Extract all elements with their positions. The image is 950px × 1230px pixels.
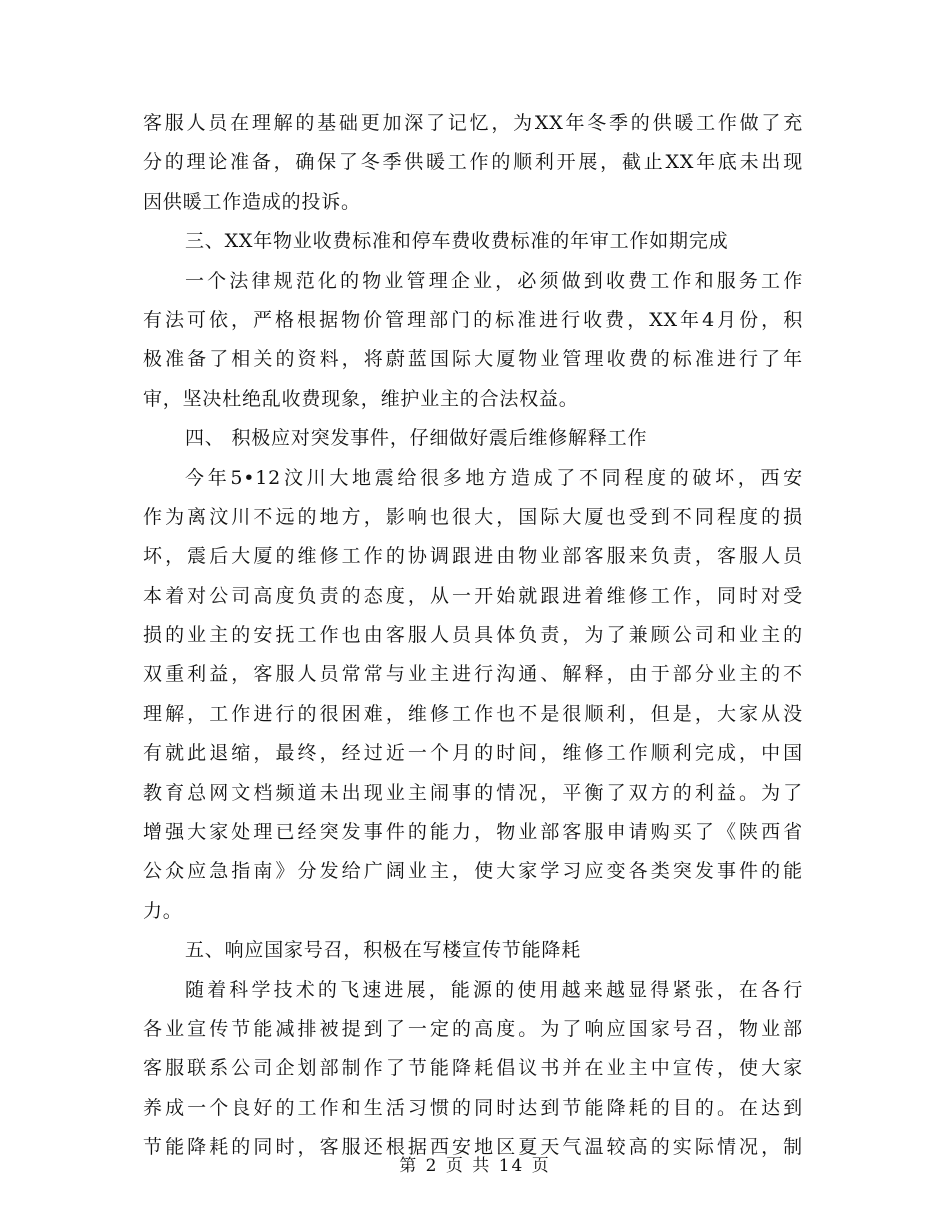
text-line: 五、响应国家号召，积极在写楼宣传节能降耗 xyxy=(185,939,582,962)
page-footer: 第 2 页 共 14 页 xyxy=(399,1156,551,1176)
text-line: 作为离汶川不远的地方，影响也很大，国际大厦也受到不同程度的损 xyxy=(143,505,803,528)
text-line: 增强大家处理已经突发事件的能力，物业部客服申请购买了《陕西省 xyxy=(143,821,803,844)
text-line: 养成一个良好的工作和生活习惯的同时达到节能降耗的目的。在达到 xyxy=(143,1096,803,1119)
text-line: 教育总网文档频道未出现业主闹事的情况，平衡了双方的利益。为了 xyxy=(143,781,803,804)
text-line: 有法可依，严格根据物价管理部门的标准进行收费，XX年4月份，积 xyxy=(143,308,803,331)
text-line: 一个法律规范化的物业管理企业，必须做到收费工作和服务工作 xyxy=(185,269,803,292)
text-line: 因供暖工作造成的投诉。 xyxy=(143,190,361,213)
text-line: 四、 积极应对突发事件，仔细做好震后维修解释工作 xyxy=(185,427,648,450)
document-body xyxy=(143,104,803,1168)
text-line: 双重利益，客服人员常常与业主进行沟通、解释，由于部分业主的不 xyxy=(143,663,803,686)
text-line: 理解，工作进行的很困难，维修工作也不是很顺利，但是，大家从没 xyxy=(143,702,803,725)
text-line: 客服联系公司企划部制作了节能降耗倡议书并在业主中宣传，使大家 xyxy=(143,1057,803,1080)
text-line: 今年5•12汶川大地震给很多地方造成了不同程度的破坏，西安 xyxy=(185,466,803,489)
text-line: 有就此退缩，最终，经过近一个月的时间，维修工作顺利完成，中国 xyxy=(143,742,803,765)
text-line: 节能降耗的同时，客服还根据西安地区夏天气温较高的实际情况，制 xyxy=(143,1136,803,1159)
text-line: 审，坚决杜绝乱收费现象，维护业主的合法权益。 xyxy=(143,387,579,410)
text-line: 公众应急指南》分发给广阔业主，使大家学习应变各类突发事件的能 xyxy=(143,860,803,883)
text-line: 客服人员在理解的基础更加深了记忆，为XX年冬季的供暖工作做了充 xyxy=(143,112,803,134)
text-line: 三、XX年物业收费标准和停车费收费标准的年审工作如期完成 xyxy=(185,230,729,253)
text-line: 力。 xyxy=(143,899,183,922)
text-line: 随着科学技术的飞速进展，能源的使用越来越显得紧张，在各行 xyxy=(185,978,803,1001)
text-line: 极准备了相关的资料，将蔚蓝国际大厦物业管理收费的标准进行了年 xyxy=(143,348,803,371)
text-line: 分的理论准备，确保了冬季供暖工作的顺利开展，截止XX年底未出现 xyxy=(143,151,803,174)
text-line: 坏，震后大厦的维修工作的协调跟进由物业部客服来负责，客服人员 xyxy=(143,545,803,568)
text-line: 各业宣传节能减排被提到了一定的高度。为了响应国家号召，物业部 xyxy=(143,1017,803,1040)
text-line: 损的业主的安抚工作也由客服人员具体负责，为了兼顾公司和业主的 xyxy=(143,624,803,647)
text-line: 本着对公司高度负责的态度，从一开始就跟进着维修工作，同时对受 xyxy=(143,584,803,607)
